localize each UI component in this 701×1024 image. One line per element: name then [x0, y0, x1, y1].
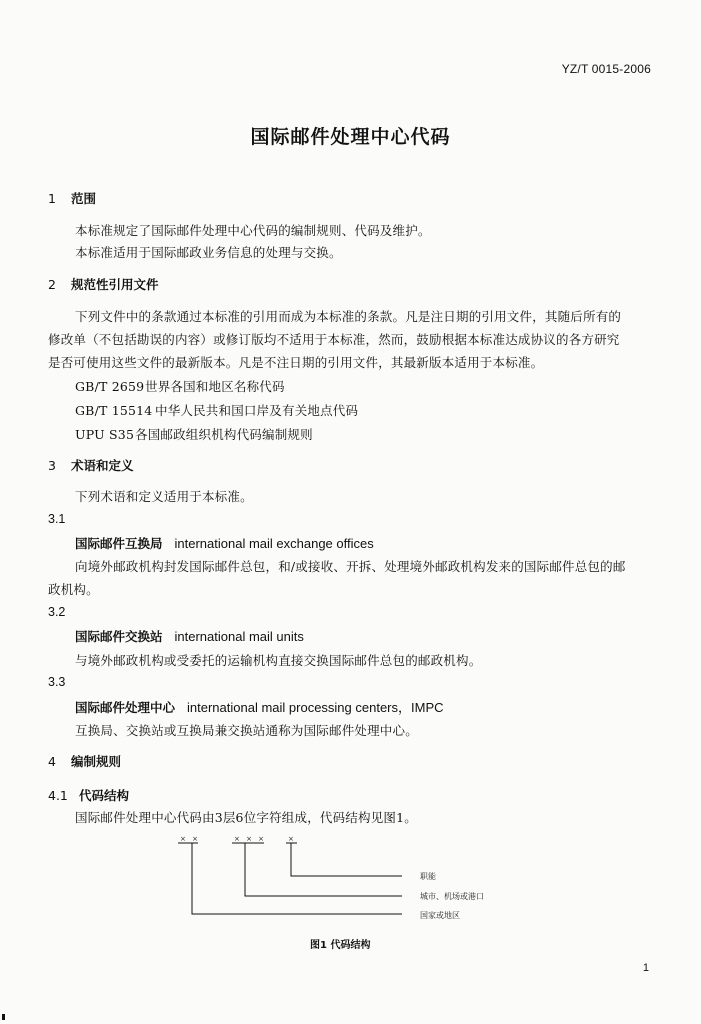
- term-3-2-definition-line-1: 与境外邮政机构或受委托的运输机构直接交换国际邮件总包的邮政机构。: [75, 653, 482, 668]
- section-2-paragraph-line-1: 下列文件中的条款通过本标准的引用而成为本标准的条款。凡是注日期的引用文件，其随后所有的: [75, 309, 622, 324]
- section-4-1-paragraph: 国际邮件处理中心代码由3层6位字符组成，代码结构见图1。: [75, 810, 417, 825]
- reference-code: GB/T 15514: [75, 403, 153, 418]
- section-2-heading: [48, 275, 159, 293]
- section-4-number: 4: [48, 754, 56, 769]
- reference-name: 中华人民共和国口岸及有关地点代码: [155, 403, 359, 418]
- section-1-paragraph-2: 本标准适用于国际邮政业务信息的处理与交换。: [75, 245, 342, 260]
- section-2-number: 2: [48, 277, 56, 292]
- function-code-mark: ×: [288, 835, 296, 843]
- section-4-heading: [48, 752, 121, 770]
- reference-name: 各国邮政组织机构代码编制规则: [135, 427, 313, 442]
- term-3-3-definition-line-1: 互换局、交换站或互换局兼交换站通称为国际邮件处理中心。: [75, 723, 418, 738]
- term-3-1-definition-line-1: 向境外邮政机构封发国际邮件总包，和/或接收、开拆、处理境外邮政机构发来的国际邮件总包的邮: [75, 559, 626, 574]
- term-chinese-name: 国际邮件互换局: [75, 536, 163, 551]
- term-3-2-heading: [75, 627, 304, 645]
- term-3-3-heading: [75, 697, 444, 716]
- section-4-1-title: 代码结构: [79, 788, 130, 803]
- section-4-1-heading: [48, 786, 129, 804]
- function-connector-line: [291, 843, 402, 876]
- reference-item: [75, 425, 313, 443]
- country-connector-line: [192, 843, 402, 914]
- section-2-paragraph-line-2: 修改单（不包括勘误的内容）或修订版均不适用于本标准，然而，鼓励根据本标准达成协议的各方研究: [48, 332, 620, 347]
- section-1-paragraph-1: 本标准规定了国际邮件处理中心代码的编制规则、代码及维护。: [75, 223, 431, 238]
- section-3-title: 术语和定义: [71, 458, 134, 473]
- term-3-1-definition-line-2: 政机构。: [48, 582, 99, 597]
- function-label: 职能: [420, 872, 436, 881]
- country-code-mark: × ×: [180, 835, 200, 843]
- reference-code: GB/T 2659: [75, 379, 145, 394]
- section-1-heading: [48, 189, 96, 207]
- section-1-title: 范围: [71, 191, 97, 206]
- standard-code: YZ/T 0015-2006: [561, 62, 651, 76]
- country-label: 国家或地区: [420, 911, 460, 920]
- section-3-heading: [48, 456, 134, 474]
- page-number: 1: [642, 962, 649, 974]
- term-3-3-number: 3.3: [48, 675, 66, 689]
- reference-item: [75, 401, 358, 419]
- section-4-title: 编制规则: [71, 754, 122, 769]
- scan-artifact: [2, 1014, 5, 1020]
- reference-item: [75, 377, 285, 395]
- term-chinese-name: 国际邮件处理中心: [75, 700, 176, 715]
- section-1-number: 1: [48, 191, 56, 206]
- section-3-number: 3: [48, 458, 56, 473]
- section-2-paragraph-line-3: 是否可使用这些文件的最新版本。凡是不注日期的引用文件，其最新版本适用于本标准。: [48, 355, 544, 370]
- figure-caption: 图1 代码结构: [310, 940, 371, 951]
- term-3-2-number: 3.2: [48, 605, 66, 619]
- city-code-mark: × × ×: [234, 835, 267, 843]
- term-english-name: international mail units: [174, 629, 304, 644]
- reference-name: 世界各国和地区名称代码: [145, 379, 285, 394]
- city-label: 城市、机场或港口: [420, 892, 484, 901]
- term-english-name: international mail processing centers，IMPC: [187, 700, 444, 715]
- section-2-title: 规范性引用文件: [71, 277, 159, 292]
- term-3-1-number: 3.1: [48, 512, 66, 526]
- section-3-intro: 下列术语和定义适用于本标准。: [75, 489, 253, 504]
- document-title: 国际邮件处理中心代码: [250, 126, 451, 148]
- term-3-1-heading: [75, 534, 374, 552]
- reference-code: UPU S35: [75, 427, 135, 442]
- city-connector-line: [245, 843, 402, 896]
- section-4-1-number: 4.1: [48, 788, 68, 803]
- term-chinese-name: 国际邮件交换站: [75, 629, 163, 644]
- term-english-name: international mail exchange offices: [174, 536, 374, 551]
